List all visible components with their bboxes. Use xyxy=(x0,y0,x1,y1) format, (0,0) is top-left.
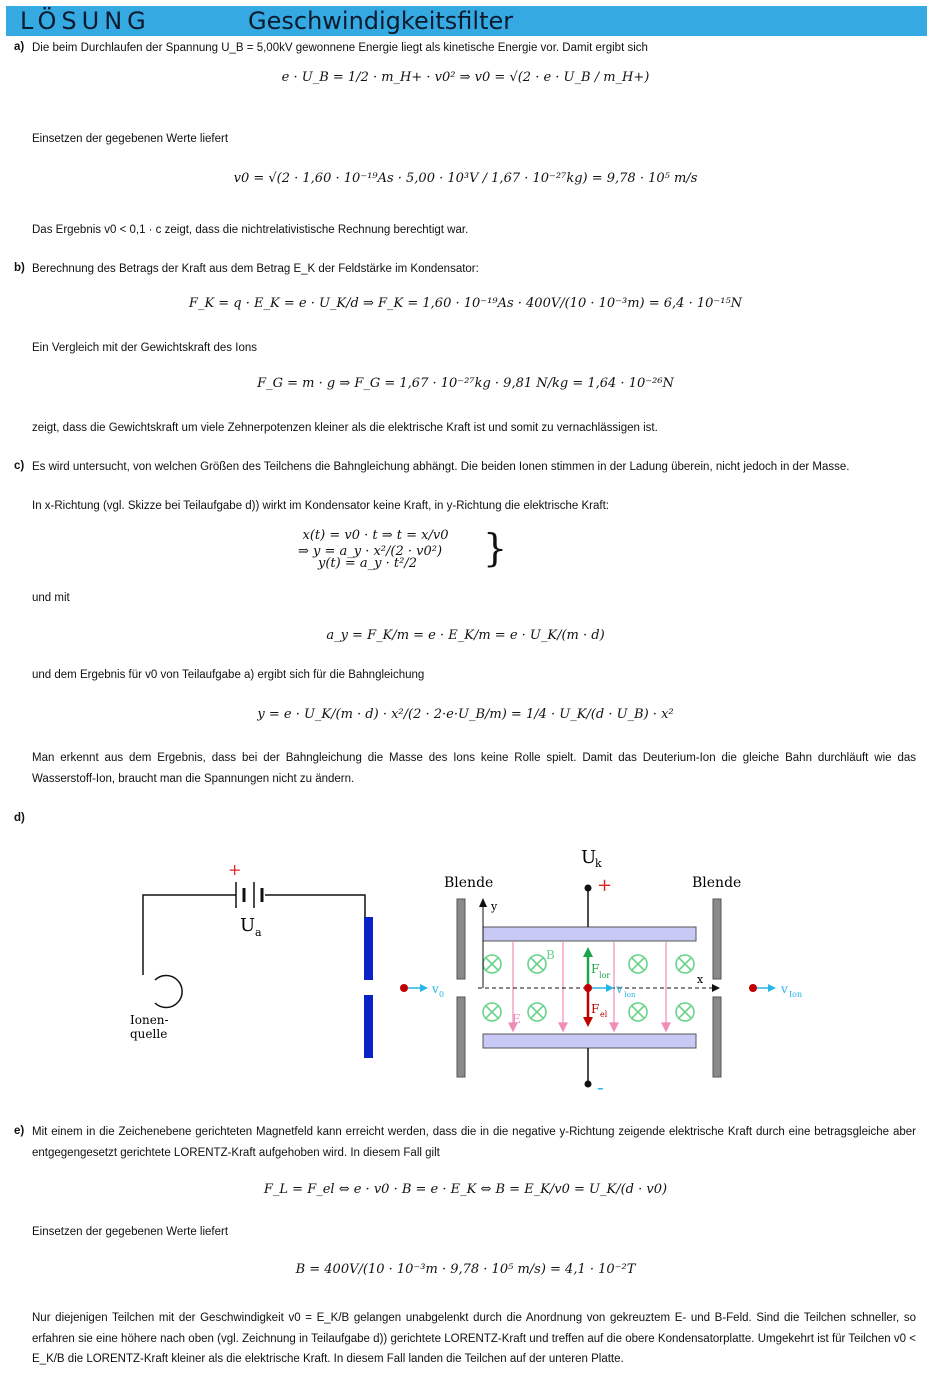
part-c-label: c) xyxy=(14,460,25,472)
part-c-text1: Es wird untersucht, von welchen Größen des Teilchens die Bahngleichung abhängt. Die beiden Ionen stimmen in der Ladung überein, nicht jedoch in der Masse. xyxy=(32,461,850,473)
y-axis-arrow xyxy=(479,898,487,907)
part-c-text2: In x-Richtung (vgl. Skizze bei Teilaufgabe d)) wirkt im Kondensator keine Kraft, in y-Richtung die elektrische Kraft: xyxy=(32,500,609,512)
part-e-text3: Nur diejenigen Teilchen mit der Geschwindigkeit v0 = E_K/B gelangen unabgelenkt durch die Anordnung von gekreuztem E- und B-Feld. Sind die Teilchen schneller, so erfahren sie eine höhere nach oben (vgl. Zeichnung in Teilaufgabe d)) gerichtete LORENTZ-Kraft und treffen auf die obere Kondensatorplatte. Umgekehrt ist für Teilchen v0 < E_K/B die LORENTZ-Kraft kleiner als die elektrische Kraft. In diesem Fall landen die Teilchen auf der unteren Platte. xyxy=(32,1312,916,1365)
electrode-top xyxy=(364,917,373,980)
x-axis-arrow xyxy=(712,984,720,992)
aperture-left-top xyxy=(457,899,465,979)
vion-sub-outer: Ion xyxy=(789,990,803,999)
ion-source-label-2: quelle xyxy=(130,1027,168,1041)
ua-subscript: a xyxy=(255,926,262,939)
uk-label: U xyxy=(581,847,597,868)
part-c-eq1c: ⇒ y = a_y · x²/(2 · v0²) xyxy=(297,544,443,559)
part-b-text1: Berechnung des Betrags der Kraft aus dem Betrag E_K der Feldstärke im Kondensator: xyxy=(32,263,479,275)
solution-heading: LÖSUNG xyxy=(20,7,151,35)
ua-label: U xyxy=(240,915,256,936)
part-a-text1: Die beim Durchlaufen der Spannung U_B = 5,00kV gewonnene Energie liegt als kinetische Energie vor. Damit ergibt sich xyxy=(32,42,648,54)
capacitor-plate-top xyxy=(483,927,696,941)
ion-source-icon xyxy=(155,976,182,1008)
vion-arrow-outer xyxy=(768,984,776,992)
aperture-left-label: Blende xyxy=(444,875,494,891)
terminal-bottom xyxy=(585,1081,592,1088)
part-e-text1: Mit einem in die Zeichenebene gerichteten Magnetfeld kann erreicht werden, dass die in die negative y-Richtung zeigende elektrische Kraft durch eine betragsgleiche aber entgegengesetzt gerichtete LORENTZ-Kraft aufgehoben wird. In diesem Fall gilt xyxy=(32,1126,916,1159)
electric-force-label: F xyxy=(591,1002,600,1016)
v0-label: v xyxy=(432,982,439,996)
brace: } xyxy=(483,526,508,570)
v0-arrow xyxy=(420,984,428,992)
battery-plus-label: + xyxy=(228,860,242,879)
vion-sub-inner: Ion xyxy=(624,991,636,999)
part-e-eq1: F_L = F_el ⇔ e · v0 · B = e · E_K ⇔ B = E_K/v0 = U_K/(d · v0) xyxy=(263,1182,668,1197)
capacitor-plus-label: + xyxy=(597,875,613,896)
ion-in-filter xyxy=(584,984,592,992)
part-c-eq1b: y(t) = a_y · t²/2 xyxy=(318,556,417,571)
part-a-eq1: e · U_B = 1/2 · m_H+ · v0² ⇒ v0 = √(2 · e · U_B / m_H+) xyxy=(281,70,650,85)
part-b-text2: Ein Vergleich mit der Gewichtskraft des Ions xyxy=(32,342,257,354)
y-axis-label: y xyxy=(491,900,498,913)
part-a-label: a) xyxy=(14,41,25,53)
uk-subscript: k xyxy=(595,857,602,870)
vion-label-outer: v xyxy=(781,982,788,996)
aperture-right-bottom xyxy=(713,997,721,1077)
part-c-text4: und dem Ergebnis für v0 von Teilaufgabe a) ergibt sich für die Bahngleichung xyxy=(32,669,425,681)
part-a-text2: Einsetzen der gegebenen Werte liefert xyxy=(32,133,229,145)
ion-exiting xyxy=(749,984,757,992)
electric-force-sub: el xyxy=(600,1010,608,1019)
lorentz-force-label: F xyxy=(591,962,600,976)
part-c-eq1a: x(t) = v0 · t ⇒ t = x/v0 xyxy=(302,528,449,543)
part-a-eq2: v0 = √(2 · 1,60 · 10⁻¹⁹As · 5,00 · 10³V / 1,67 · 10⁻²⁷kg) = 9,78 · 10⁵ m/s xyxy=(233,171,698,186)
ion-entering xyxy=(400,984,408,992)
x-axis-label: x xyxy=(697,973,704,986)
part-e-text2: Einsetzen der gegebenen Werte liefert xyxy=(32,1226,229,1238)
b-field-label: B xyxy=(546,948,555,962)
aperture-left-bottom xyxy=(457,997,465,1077)
part-e-eq2: B = 400V/(10 · 10⁻³m · 9,78 · 10⁵ m/s) = 4,1 · 10⁻²T xyxy=(295,1262,636,1277)
aperture-right-label: Blende xyxy=(692,875,742,891)
part-c-eq2: a_y = F_K/m = e · E_K/m = e · U_K/(m · d) xyxy=(326,628,605,643)
v0-sub: 0 xyxy=(439,990,445,999)
part-c-eq3: y = e · U_K/(m · d) · x²/(2 · 2·e·U_B/m) = 1/4 · U_K/(d · U_B) · x² xyxy=(257,707,674,722)
electrode-bottom xyxy=(364,995,373,1058)
part-e-label: e) xyxy=(14,1125,25,1137)
part-c-text3: und mit xyxy=(32,592,70,604)
part-c-text5: Man erkennt aus dem Ergebnis, dass bei der Bahngleichung die Masse des Ions keine Rolle spielt. Damit das Deuterium-Ion die gleiche Bahn durchläuft wie das Wasserstoff-Ion, braucht man die Spannungen nicht zu ändern. xyxy=(32,752,916,785)
part-b-eq1: F_K = q · E_K = e · U_K/d ⇒ F_K = 1,60 · 10⁻¹⁹As · 400V/(10 · 10⁻³m) = 6,4 · 10⁻¹⁵N xyxy=(188,296,743,311)
part-d-label: d) xyxy=(14,812,25,824)
ion-source-label-1: Ionen- xyxy=(130,1013,169,1027)
part-b-label: b) xyxy=(14,262,25,274)
e-field-label: E xyxy=(512,1012,521,1026)
capacitor-plate-bottom xyxy=(483,1034,696,1048)
vion-arrow-inner xyxy=(606,984,614,992)
part-b-text3: zeigt, dass die Gewichtskraft um viele Zehnerpotenzen kleiner als die elektrische Kraft ist und somit zu vernachlässigen ist. xyxy=(32,422,658,434)
terminal-top xyxy=(585,885,592,892)
aperture-right-top xyxy=(713,899,721,979)
title-banner xyxy=(6,6,927,36)
part-a-text3: Das Ergebnis v0 < 0,1 · c zeigt, dass die nichtrelativistische Rechnung berechtigt war. xyxy=(32,224,469,236)
topic-heading: Geschwindigkeitsfilter xyxy=(248,7,514,35)
vion-label-inner: v xyxy=(616,982,623,996)
wire-right xyxy=(265,895,365,920)
wire-left xyxy=(143,895,236,918)
part-b-eq2: F_G = m · g ⇒ F_G = 1,67 · 10⁻²⁷kg · 9,81 N/kg = 1,64 · 10⁻²⁶N xyxy=(257,376,674,391)
lorentz-force-sub: lor xyxy=(599,971,611,980)
capacitor-minus-label: - xyxy=(597,1075,604,1099)
velocity-filter-diagram xyxy=(0,835,931,1105)
